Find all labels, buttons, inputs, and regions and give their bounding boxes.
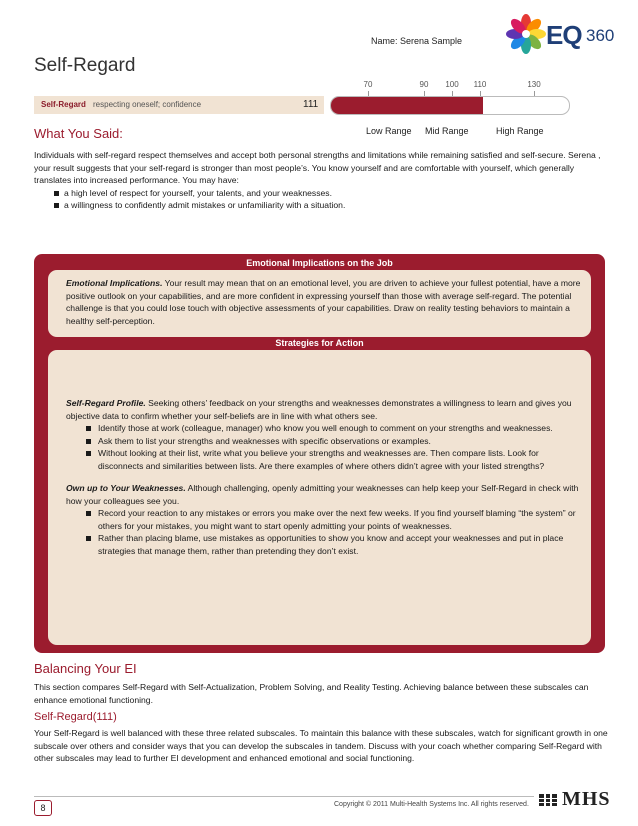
mid-range-label: Mid Range — [425, 126, 469, 136]
mhs-mark-icon — [538, 792, 558, 808]
list-item: Record your reaction to any mistakes or errors you make over the next few weeks. If you find yourself blaming “the system” or others for your mistakes, you might want to start openly admitting your points of weaknesses. — [66, 507, 586, 532]
subscale-row — [34, 96, 324, 114]
implications-body: Your result may mean that on an emotional level, you are driven to achieve your fullest potential, have a more positive outlook on your capabilities, and are more confident in expressing yourself than those with average self-regard. The potential challenge is that you could lose touch with objective assessments of your capabilities. Draw on reality testing behaviors to maintain a healthy self-perception. — [66, 278, 581, 326]
profile-body: Seeking others’ feedback on your strengths and weaknesses demonstrates a willingness to learn and gives you objective data to confirm whether your self-beliefs are in line with what others see. — [66, 398, 572, 421]
list-item: a willingness to confidently admit mistakes or unfamiliarity with a situation. — [34, 199, 609, 212]
mhs-brand: MHS — [562, 788, 611, 810]
strategies-box — [48, 350, 591, 645]
subscale-score: 111 — [303, 99, 319, 110]
balancing-text: This section compares Self-Regard with Self-Actualization, Problem Solving, and Reality Testing. Achieving balance between these subscales can enhance emotional functioning. — [34, 682, 589, 705]
subscale-name: Self-Regard — [41, 100, 86, 109]
own-weaknesses-lead: Own up to Your Weaknesses. — [66, 483, 186, 493]
page-title: Self-Regard — [34, 55, 136, 76]
balancing-heading: Balancing Your EI — [34, 661, 137, 676]
balancing-subheading: Self-Regard(111) — [34, 711, 117, 723]
profile-lead: Self-Regard Profile. — [66, 398, 146, 408]
strategies-panel — [34, 254, 605, 653]
implications-box — [48, 270, 591, 337]
what-you-said-paragraph: Individuals with self-regard respect themselves and accept both personal strengths and limitations while remaining satisfied and self-secure. Serena , your result suggests that your self-regard is stronger than most people’s. You know yourself and are comfortable with yourself, which generally translates into increased performance. You may have: — [34, 150, 601, 185]
balancing-subtext: Your Self-Regard is well balanced with these three related subscales. To maintain this balance with these subscales, watch for significant growth in one subscale over others and consider ways that you can develop the subscales in tandem. Discuss with your coach whether comparing Self-Regard with other subscales may lead to further EI development and enhanced emotional and social functioning. — [34, 728, 608, 763]
high-range-label: High Range — [496, 126, 544, 136]
logo-eq-text: EQ — [546, 20, 582, 50]
logo-number-text: 360 — [586, 26, 615, 45]
footer-divider — [34, 796, 534, 797]
tick-label: 90 — [419, 80, 429, 89]
score-bar — [330, 96, 570, 115]
what-you-said-text — [34, 149, 609, 212]
list-item: a high level of respect for yourself, your talents, and your weaknesses. — [34, 187, 609, 200]
own-weaknesses-body: Although challenging, openly admitting your weaknesses can help keep your Self-Regard in check with how your colleagues see you. — [66, 483, 579, 506]
profile-bullets — [66, 422, 586, 472]
respondent-name: Name: Serena Sample — [371, 36, 463, 46]
list-item: Without looking at their list, write what you believe your strengths and weaknesses are. Then compare lists. Look for disconnects and similarities between lists. Are there examples of where others didn’t agree with your listed strengths? — [66, 447, 586, 472]
list-item: Ask them to list your strengths and weaknesses with specific observations or examples. — [66, 435, 586, 448]
implications-lead: Emotional Implications. — [66, 278, 163, 288]
strategies-text — [66, 397, 586, 557]
low-range-label: Low Range — [366, 126, 412, 136]
implications-heading: Emotional Implications on the Job — [246, 258, 393, 268]
list-item: Identify those at work (colleague, manager) who know you well enough to comment on your strengths and weaknesses. — [66, 422, 586, 435]
subscale-description: respecting oneself; confidence — [93, 100, 202, 109]
tick-label: 110 — [473, 80, 487, 89]
what-you-said-heading: What You Said: — [34, 126, 123, 141]
what-you-said-bullets — [34, 187, 609, 212]
eq360-logo — [506, 14, 618, 56]
own-weaknesses-bullets — [66, 507, 586, 557]
list-item: Rather than placing blame, use mistakes as opportunities to show you know and accept your weaknesses and put in place strategies that manage them, rather than pretending they don’t exist. — [66, 532, 586, 557]
copyright-text: Copyright © 2011 Multi-Health Systems Inc. All rights reserved. — [334, 801, 529, 808]
implications-text — [66, 277, 586, 327]
tick-label: 70 — [363, 80, 373, 89]
tick-label: 130 — [527, 80, 541, 89]
strategies-heading: Strategies for Action — [275, 338, 364, 348]
tick-label: 100 — [445, 80, 459, 89]
page-number: 8 — [34, 800, 52, 816]
score-bar-fill — [331, 97, 483, 114]
flower-icon — [506, 14, 546, 54]
